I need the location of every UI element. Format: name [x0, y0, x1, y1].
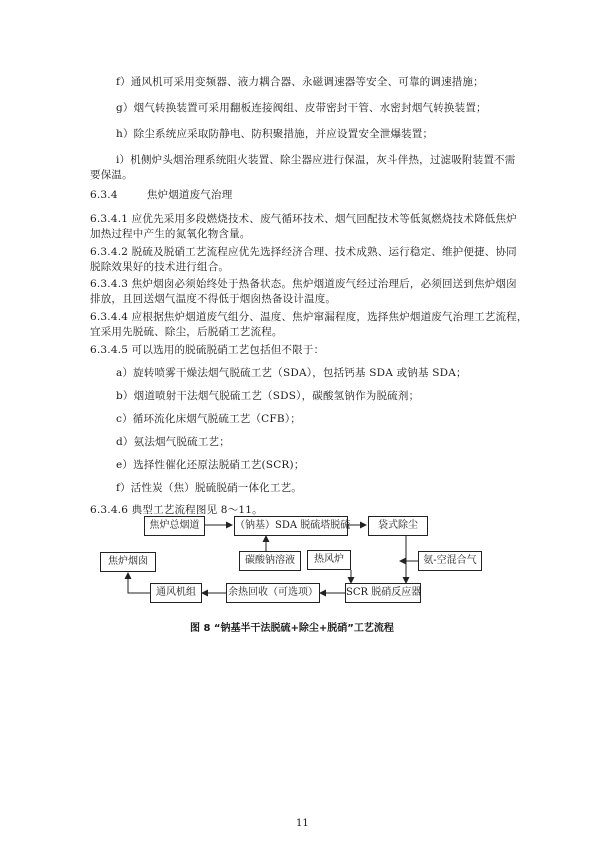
section-number: 6.3.4: [90, 189, 118, 201]
para-6341-line1: 6.3.4.1 应优先采用多段燃烧技术、废气循环技术、烟气回配技术等低氮燃烧技术降低焦炉: [90, 213, 517, 225]
arrow-fan-to-chimney: [128, 573, 150, 593]
item-h: h）除尘系统应采取防静电、防积聚措施，并应设置安全泄爆装置；: [116, 128, 434, 140]
para-6343-line1: 6.3.4.3 焦炉烟囱必须始终处于热备状态。焦炉烟道废气经过治理后，必须回送到焦炉烟囱: [90, 278, 517, 290]
para-6342-line1: 6.3.4.2 脱硫及脱硝工艺流程应优先选择经济合理、技术成熟、运行稳定、维护便捷、协同: [90, 246, 517, 258]
item-i-line2: 要保温。: [90, 169, 133, 181]
section-title: 焦炉烟道废气治理: [146, 189, 233, 201]
para-6344-line2: 宜采用先脱硫、除尘，后脱硝工艺流程。: [90, 326, 283, 338]
para-6342-line2: 脱除效果好的技术进行组合。: [90, 261, 230, 273]
box-flue: 焦炉总烟道: [144, 516, 205, 536]
box-heat-recovery: 余热回收（可选项）: [226, 583, 320, 603]
list-item-d: d）氨法烟气脱硫工艺；: [116, 436, 230, 448]
box-ammonia: 氨-空混合气: [418, 551, 482, 571]
page-number: 11: [296, 818, 309, 829]
item-g: g）烟气转换装置可采用翻板连接阀组、皮带密封干管、水密封烟气转换装置；: [116, 102, 487, 114]
box-chimney: 焦炉烟囱: [100, 552, 156, 572]
list-item-a: a）旋转喷雾干燥法烟气脱硫工艺（SDA），包括钙基 SDA 或钠基 SDA；: [116, 367, 467, 379]
para-6345: 6.3.4.5 可以选用的脱硫脱硝工艺包括但不限于：: [90, 344, 325, 356]
box-bag: 袋式除尘: [368, 516, 428, 536]
box-hotair: 热风炉: [307, 550, 351, 570]
figure-caption: 图 8 “钠基半干法脱硫+除尘+脱硝”工艺流程: [190, 623, 394, 634]
box-sda: （钠基）SDA 脱硫塔脱硫: [234, 516, 348, 536]
list-item-c: c）循环流化床烟气脱硫工艺（CFB）；: [116, 413, 301, 425]
item-f: f）通风机可采用变频器、液力耦合器、永磁调速器等安全、可靠的调速措施；: [116, 76, 484, 88]
list-item-e: e）选择性催化还原法脱硝工艺(SCR)；: [116, 459, 305, 471]
box-scr: SCR 脱硝反应器: [345, 583, 421, 603]
para-6343-line2: 排放，且回送烟气温度不得低于烟囱热备设计温度。: [90, 293, 337, 305]
para-6344-line1: 6.3.4.4 应根据焦炉烟道废气组分、温度、焦炉窜漏程度，选择焦炉烟道废气治理工艺流程，: [90, 311, 528, 323]
box-fan: 通风机组: [150, 583, 202, 603]
list-item-b: b）烟道喷射干法烟气脱硫工艺（SDS），碳酸氢钠作为脱硫剂；: [116, 390, 420, 402]
box-soda: 碳酸钠溶液: [239, 551, 301, 571]
item-i-line1: i）机侧炉头烟治理系统阻火装置、除尘器应进行保温，灰斗伴热，过滤吸附装置不需: [116, 154, 516, 166]
list-item-f: f）活性炭（焦）脱硫脱硝一体化工艺。: [116, 482, 302, 494]
para-6341-line2: 加热过程中产生的氮氧化物含量。: [90, 228, 251, 240]
para-6346: 6.3.4.6 典型工艺流程图见 8～11。: [90, 504, 263, 516]
